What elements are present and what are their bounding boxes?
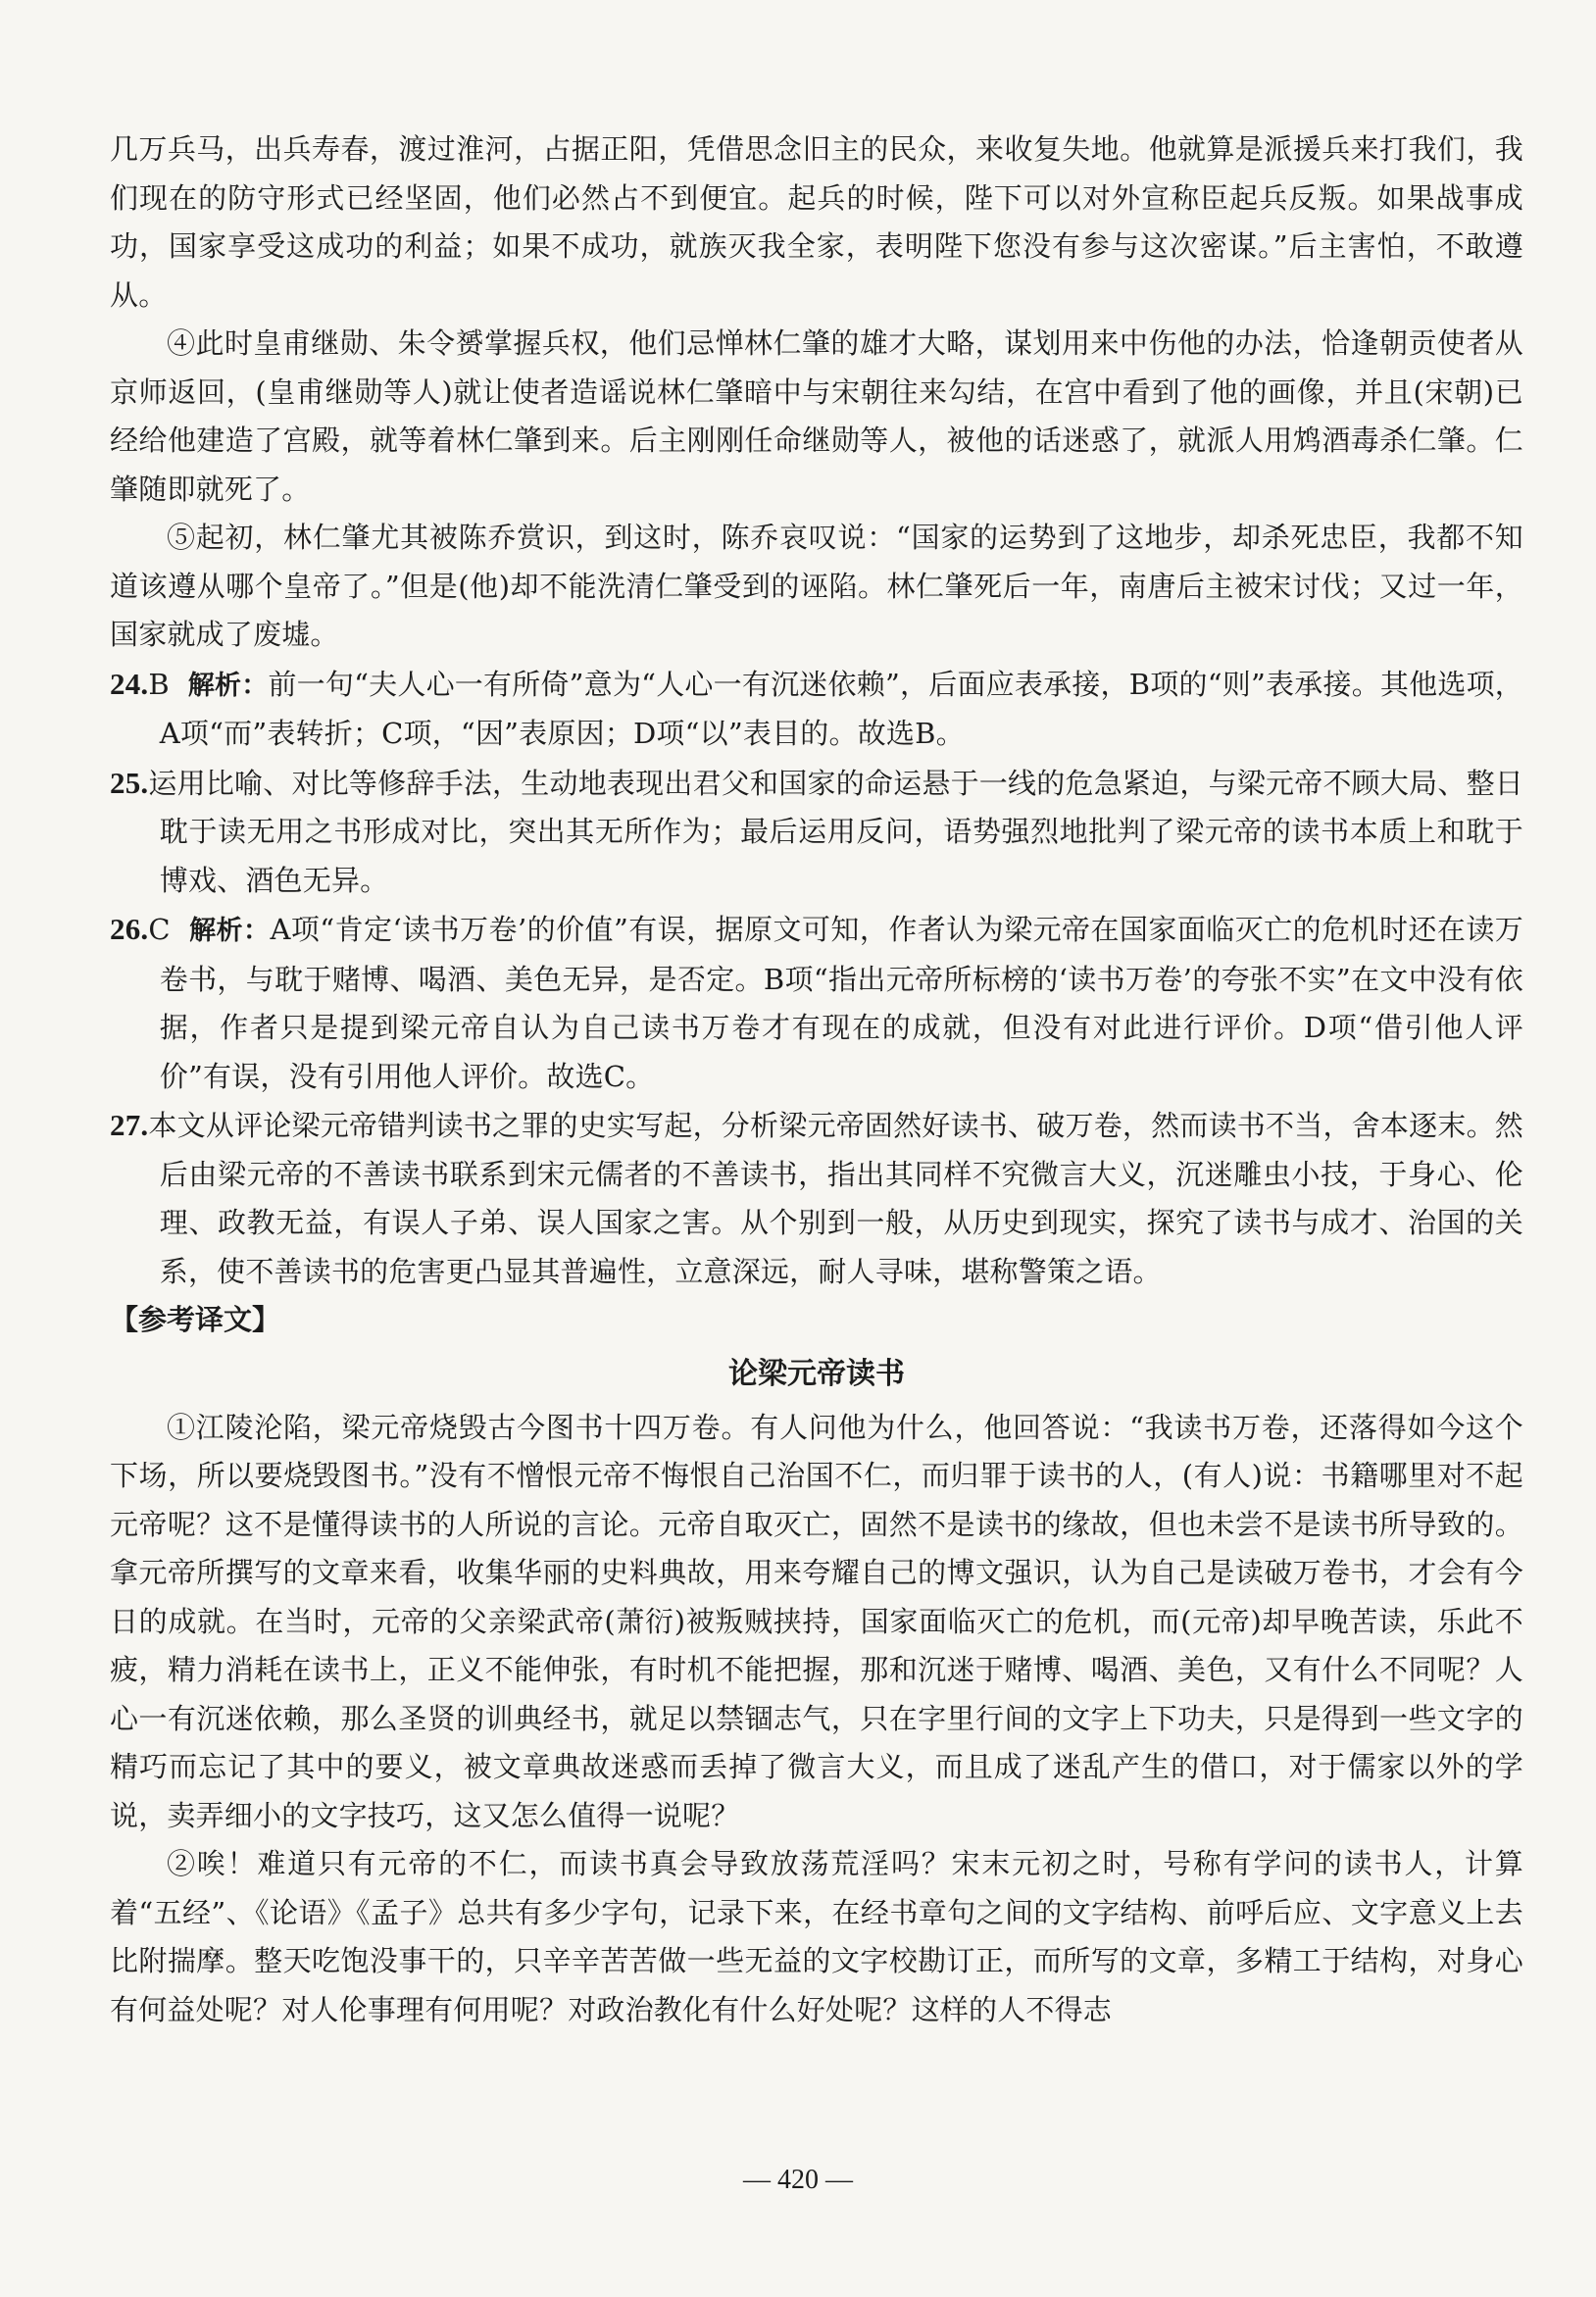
answer-27-text — [110, 1101, 1523, 1296]
analysis-label: 解析： — [189, 916, 271, 946]
analysis-text: A项“肯定‘读书万卷’的价值”有误，据原文可知，作者认为梁元帝在国家面临灭亡的危机时还在读万卷书，与耽于赌博、喝酒、美色无异，是否定。B项“指出元帝所标榜的‘读书万卷’的夸张不实”在文中没有依据，作者只是提到梁元帝自认为自己读书万卷才有现在的成就，但没有对此进行评价。D项“借引他人评价”有误，没有引用他人评价。故选C。 — [159, 913, 1523, 1093]
article-title: 论梁元帝读书 — [728, 1356, 905, 1391]
answer-choice: B — [148, 667, 170, 701]
answer-choice: C — [148, 913, 171, 946]
analysis-label: 解析： — [187, 670, 269, 701]
answer-24-text — [110, 660, 1523, 759]
answer-text: 运用比喻、对比等修辞手法，生动地表现出君父和国家的命运悬于一线的危急紧迫，与梁元帝不顾大局、整日耽于读无用之书形成对比，突出其无所作为；最后运用反问，语势强烈地批判了梁元帝的读书本质上和耽于博戏、酒色无异。 — [148, 766, 1523, 897]
question-number: 25. — [110, 765, 149, 800]
translation-paragraph-4: ④此时皇甫继勋、朱令赟掌握兵权，他们忌惮林仁肇的雄才大略，谋划用来中伤他的办法，恰逢朝贡使者从京师返回，(皇甫继勋等人)就让使者造谣说林仁肇暗中与宋朝往来勾结，在宫中看到了他的画像，并且(宋朝)已经给他建造了宫殿，就等着林仁肇到来。后主刚刚任命继勋等人，被他的话迷惑了，就派人用鸩酒毒杀仁肇。仁肇随即就死了。 — [110, 326, 1523, 506]
answer-26 — [110, 905, 1523, 1101]
question-number: 26. — [110, 912, 149, 946]
translation-paragraph-5: ⑤起初，林仁肇尤其被陈乔赏识，到这时，陈乔哀叹说：“国家的运势到了这地步，却杀死忠臣，我都不知道该遵从哪个皇帝了。”但是(他)却不能洗清仁肇受到的诬陷。林仁肇死后一年，南唐后主被宋讨伐；又过一年，国家就成了废墟。 — [110, 521, 1523, 651]
page-number: — 420 — — [743, 2165, 853, 2195]
article-paragraph-1: ①江陵沦陷，梁元帝烧毁古今图书十四万卷。有人问他为什么，他回答说：“我读书万卷，还落得如今这个下场，所以要烧毁图书。”没有不憎恨元帝不悔恨自己治国不仁，而归罪于读书的人，(有人)说：书籍哪里对不起元帝呢？这不是懂得读书的人所说的言论。元帝自取灭亡，固然不是读书的缘故，但也未尝不是读书所导致的。拿元帝所撰写的文章来看，收集华丽的史料典故，用来夸耀自己的博文强识，认为自己是读破万卷书，才会有今日的成就。在当时，元帝的父亲梁武帝(萧衍)被叛贼挟持，国家面临灭亡的危机，而(元帝)却早晚苦读，乐此不疲，精力消耗在读书上，正义不能伸张，有时机不能把握，那和沉迷于赌博、喝酒、美色，又有什么不同呢？人心一有沉迷依赖，那么圣贤的训典经书，就足以禁锢志气，只在字里行间的文字上下功夫，只是得到一些文字的精巧而忘记了其中的要义，被文章典故迷惑而丢掉了微言大义，而且成了迷乱产生的借口，对于儒家以外的学说，卖弄细小的文字技巧，这又怎么值得一说呢？ — [110, 1410, 1523, 1832]
answer-text: 本文从评论梁元帝错判读书之罪的史实写起，分析梁元帝固然好读书、破万卷，然而读书不当，舍本逐末。然后由梁元帝的不善读书联系到宋元儒者的不善读书，指出其同样不究微言大义，沉迷雕虫小技，于身心、伦理、政教无益，有误人子弟、误人国家之害。从个别到一般，从历史到现实，探究了读书与成才、治国的关系，使不善读书的危害更凸显其普遍性，立意深远，耐人寻味，堪称警策之语。 — [148, 1109, 1523, 1288]
answer-25 — [110, 759, 1523, 906]
answer-24 — [110, 660, 1523, 759]
question-number: 24. — [110, 666, 149, 701]
question-number: 27. — [110, 1108, 149, 1142]
answer-25-text — [110, 759, 1523, 906]
page-content — [110, 125, 1523, 2034]
answer-26-text — [110, 905, 1523, 1101]
article-paragraph-2: ②唉！难道只有元帝的不仁，而读书真会导致放荡荒淫吗？宋末元初之时，号称有学问的读书人，计算着“五经”、《论语》《孟子》总共有多少字句，记录下来，在经书章句之间的文字结构、前呼后应、文字意义上去比附揣摩。整天吃饱没事干的，只辛辛苦苦做一些无益的文字校勘订正，而所写的文章，多精工于结构，对身心有何益处呢？对人伦事理有何用呢？对政治教化有什么好处呢？这样的人不得志 — [110, 1847, 1523, 2026]
translation-paragraph-continued: 几万兵马，出兵寿春，渡过淮河，占据正阳，凭借思念旧主的民众，来收复失地。他就算是派援兵来打我们，我们现在的防守形式已经坚固，他们必然占不到便宜。起兵的时候，陛下可以对外宣称臣起兵反叛。如果战事成功，国家享受这成功的利益；如果不成功，就族灭我全家，表明陛下您没有参与这次密谋。”后主害怕，不敢遵从。 — [110, 132, 1523, 312]
analysis-text: 前一句“夫人心一有所倚”意为“人心一有沉迷依赖”，后面应表承接，B项的“则”表承接。其他选项，A项“而”表转折；C项，“因”表原因；D项“以”表目的。故选B。 — [159, 667, 1524, 750]
answer-27 — [110, 1101, 1523, 1296]
reference-translation-heading: 【参考译文】 — [110, 1303, 281, 1336]
